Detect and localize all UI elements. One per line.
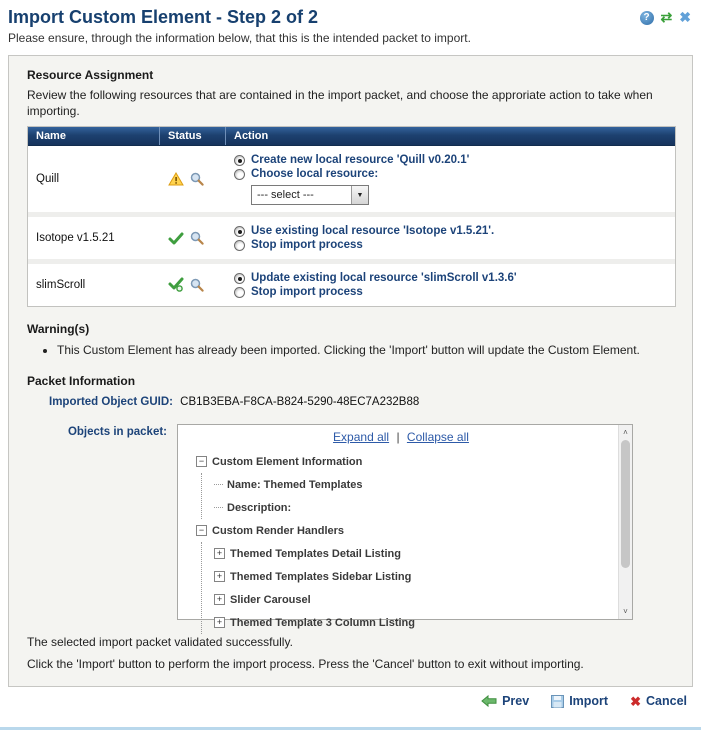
tree-node-label[interactable]: Name: Themed Templates bbox=[227, 478, 363, 491]
radio-stop-import[interactable] bbox=[234, 240, 245, 251]
radio-label[interactable]: Update existing local resource 'slimScroll v1.3.6' bbox=[251, 272, 517, 284]
import-button-label: Import bbox=[569, 694, 609, 708]
prev-button[interactable] bbox=[481, 694, 529, 708]
table-row-slimscroll bbox=[28, 259, 675, 306]
magnifier-icon[interactable] bbox=[190, 172, 204, 186]
radio-label[interactable]: Choose local resource: bbox=[251, 168, 379, 180]
objects-tree bbox=[177, 424, 633, 629]
radio-label[interactable]: Create new local resource 'Quill v0.20.1' bbox=[251, 154, 470, 166]
magnifier-icon[interactable] bbox=[190, 278, 204, 292]
expand-all-link[interactable]: Expand all bbox=[333, 430, 390, 444]
chevron-down-icon: ▼ bbox=[351, 186, 368, 204]
collapse-all-link[interactable]: Collapse all bbox=[406, 430, 469, 444]
collapse-node-icon[interactable]: − bbox=[196, 456, 207, 467]
resource-status bbox=[160, 152, 226, 206]
page-title: Import Custom Element - Step 2 of 2 bbox=[8, 7, 319, 27]
tree-node-label[interactable]: Description: bbox=[227, 501, 292, 514]
tree-node bbox=[214, 542, 614, 565]
resource-assignment-description: Review the following resources that are contained in the import packet, and choose the approriate action to take when importing. bbox=[27, 88, 653, 118]
expand-node-icon[interactable]: + bbox=[214, 571, 225, 582]
arrow-left-icon bbox=[481, 695, 497, 707]
validation-messages bbox=[27, 634, 676, 672]
cancel-x-icon: ✖ bbox=[630, 693, 641, 709]
import-button[interactable] bbox=[551, 694, 608, 708]
resource-name: slimScroll bbox=[36, 279, 86, 291]
cancel-button-label: Cancel bbox=[646, 694, 687, 708]
tree-node-label[interactable]: Custom Render Handlers bbox=[212, 524, 345, 537]
guid-value: CB1B3EBA-F8CA-B824-5290-48EC7A232B88 bbox=[180, 396, 420, 408]
prev-button-label: Prev bbox=[502, 694, 530, 708]
radio-stop-import[interactable] bbox=[234, 287, 245, 298]
scrollbar-thumb[interactable] bbox=[621, 440, 630, 568]
tree-node bbox=[214, 496, 614, 519]
tree-scrollbar[interactable] bbox=[618, 425, 632, 619]
local-resource-select[interactable] bbox=[251, 185, 369, 205]
import-icon bbox=[551, 695, 564, 708]
page-subtitle: Please ensure, through the information below, that this is the intended packet to import. bbox=[8, 31, 471, 45]
warning-icon bbox=[168, 172, 184, 186]
tree-connector bbox=[214, 484, 223, 485]
tree-node bbox=[214, 611, 614, 634]
tree-node-label[interactable]: Slider Carousel bbox=[230, 593, 311, 606]
links-separator: | bbox=[396, 430, 400, 444]
radio-label[interactable]: Use existing local resource 'Isotope v1.5.21'. bbox=[251, 225, 495, 237]
radio-update-existing-resource[interactable] bbox=[234, 273, 245, 284]
objects-label: Objects in packet: bbox=[67, 426, 167, 438]
tree-node bbox=[214, 588, 614, 611]
collapse-node-icon[interactable]: − bbox=[196, 525, 207, 536]
resource-table-header bbox=[28, 127, 675, 146]
tree-node bbox=[214, 473, 614, 496]
resource-status bbox=[160, 223, 226, 253]
instruction-text: Click the 'Import' button to perform the import process. Press the 'Cancel' button to exit without importing. bbox=[27, 657, 584, 671]
validated-text: The selected import packet validated successfully. bbox=[27, 635, 293, 649]
import-panel bbox=[8, 55, 693, 687]
tree-node bbox=[196, 519, 614, 542]
resource-name: Quill bbox=[36, 173, 60, 185]
imported-guid-row bbox=[49, 396, 676, 408]
tree-connector bbox=[214, 507, 223, 508]
resource-actions bbox=[226, 152, 675, 206]
guid-label: Imported Object GUID: bbox=[49, 396, 173, 408]
footer-buttons bbox=[8, 694, 693, 708]
tree-node-label[interactable]: Custom Element Information bbox=[212, 455, 363, 468]
magnifier-icon[interactable] bbox=[190, 231, 204, 245]
check-icon bbox=[168, 232, 184, 245]
resource-status bbox=[160, 270, 226, 300]
header-icons bbox=[640, 9, 691, 26]
tree-children bbox=[201, 542, 614, 634]
dialog-header bbox=[8, 6, 693, 28]
radio-choose-local-resource[interactable] bbox=[234, 169, 245, 180]
tree-node-label[interactable]: Themed Template 3 Column Listing bbox=[230, 616, 415, 629]
packet-information-heading: Packet Information bbox=[27, 374, 136, 388]
resource-actions bbox=[226, 270, 675, 300]
scroll-up-icon[interactable]: ˄ bbox=[623, 428, 628, 437]
help-icon[interactable]: ? bbox=[640, 11, 654, 25]
selected-option: --- select --- bbox=[257, 189, 314, 201]
table-row-quill bbox=[28, 146, 675, 212]
tree-node bbox=[214, 565, 614, 588]
resource-actions bbox=[226, 223, 675, 253]
column-header-action: Action bbox=[234, 130, 269, 142]
radio-label[interactable]: Stop import process bbox=[251, 239, 363, 251]
scroll-down-icon[interactable]: ˅ bbox=[623, 607, 628, 616]
resource-name: Isotope v1.5.21 bbox=[36, 232, 115, 244]
expand-node-icon[interactable]: + bbox=[214, 617, 225, 628]
resource-assignment-heading: Resource Assignment bbox=[27, 68, 154, 82]
tree-children bbox=[201, 473, 614, 519]
expand-node-icon[interactable]: + bbox=[214, 594, 225, 605]
tree-node bbox=[196, 450, 614, 473]
tree-links bbox=[188, 430, 614, 444]
tree-node-label[interactable]: Themed Templates Detail Listing bbox=[230, 547, 401, 560]
refresh-icon[interactable]: ⇄ bbox=[660, 9, 673, 25]
expand-node-icon[interactable]: + bbox=[214, 548, 225, 559]
table-row-isotope bbox=[28, 212, 675, 259]
check-update-icon bbox=[168, 278, 184, 292]
column-header-name: Name bbox=[28, 127, 160, 145]
objects-in-packet-row bbox=[27, 424, 676, 629]
column-header-status: Status bbox=[160, 127, 226, 145]
resource-table bbox=[27, 126, 676, 307]
warnings-heading: Warning(s) bbox=[27, 322, 90, 336]
tree-node-label[interactable]: Themed Templates Sidebar Listing bbox=[230, 570, 412, 583]
close-icon[interactable]: ✖ bbox=[679, 9, 691, 25]
warning-item: • This Custom Element has already been imported. Clicking the 'Import' button will update the Custom Element. bbox=[57, 342, 676, 358]
warnings-list bbox=[27, 342, 676, 358]
radio-use-existing-resource[interactable] bbox=[234, 226, 245, 237]
radio-create-new-resource[interactable] bbox=[234, 155, 245, 166]
radio-label[interactable]: Stop import process bbox=[251, 286, 363, 298]
cancel-button[interactable] bbox=[630, 694, 687, 708]
